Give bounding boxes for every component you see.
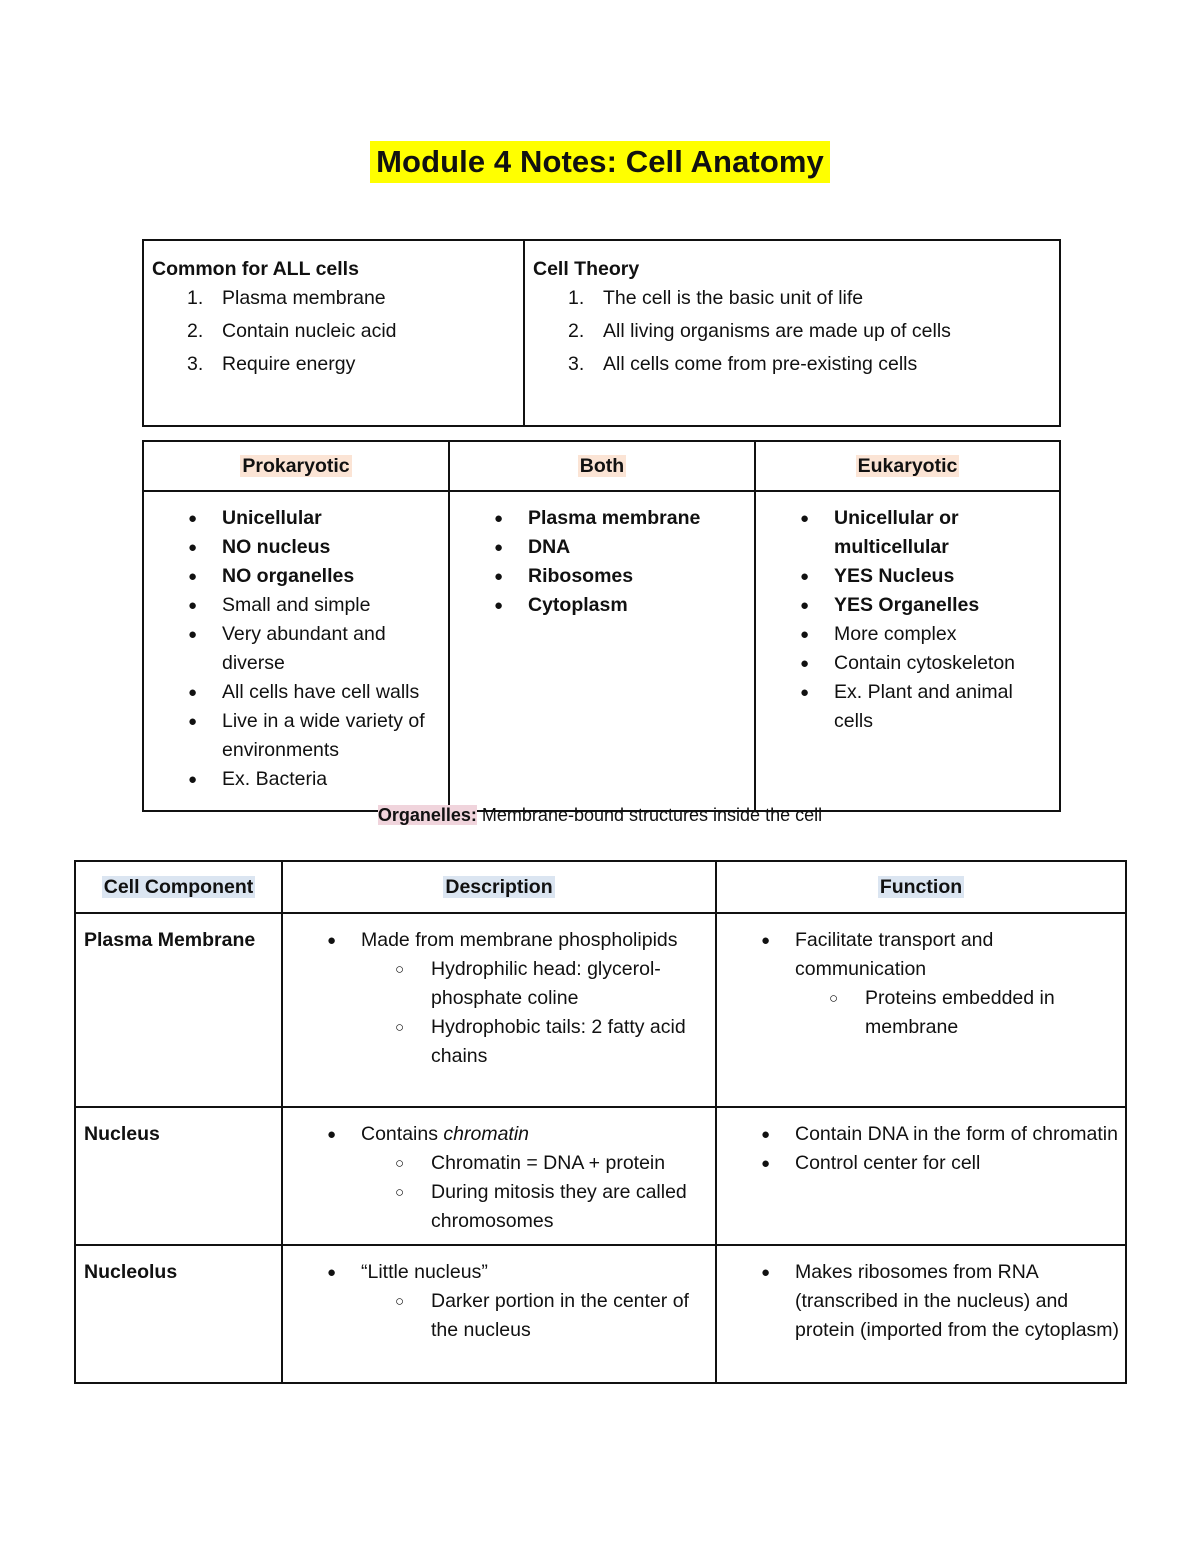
list-item: ● Very abundant and diverse: [152, 620, 444, 678]
table-row: [75, 1245, 1126, 1383]
list-item: ● Live in a wide variety of environments: [152, 707, 444, 765]
sub-item: ○ Proteins embedded in membrane: [795, 984, 1121, 1042]
prokaryotic-cell: [143, 491, 449, 811]
caption-label: Organelles:: [377, 805, 477, 825]
theory-heading: Cell Theory: [533, 258, 640, 280]
table-row: [75, 1107, 1126, 1245]
list-item: 1. Plasma membrane: [187, 287, 386, 309]
theory-list: [533, 284, 1059, 379]
list-item: ● Plasma membrane: [458, 504, 750, 533]
list-item: 3. All cells come from pre-existing cells: [568, 353, 918, 375]
list-item: 3. Require energy: [187, 353, 356, 375]
list-item: ● Contain cytoskeleton: [764, 649, 1055, 678]
list-item: 2. Contain nucleic acid: [187, 320, 397, 342]
both-cell: [449, 491, 755, 811]
list-item: ● Ex. Bacteria: [152, 765, 444, 794]
header-eukaryotic: Eukaryotic: [755, 441, 1060, 491]
list-item: ● Cytoplasm: [458, 591, 750, 620]
header-both: Both: [449, 441, 755, 491]
function-cell: [716, 913, 1126, 1107]
list-item: ● NO organelles: [152, 562, 444, 591]
description-cell: [282, 1245, 716, 1383]
common-heading: Common for ALL cells: [152, 258, 359, 280]
components-table: [74, 860, 1127, 1384]
header-prokaryotic: Prokaryotic: [143, 441, 449, 491]
common-cell: [143, 240, 524, 426]
list-item: ● Unicellular: [152, 504, 444, 533]
list-item: ● More complex: [764, 620, 1055, 649]
caption-text: Membrane-bound structures inside the cell: [476, 805, 823, 825]
list-item: ● Small and simple: [152, 591, 444, 620]
description-cell: [282, 1107, 716, 1245]
function-cell: [716, 1107, 1126, 1245]
list-item: ● Unicellular or multicellular: [764, 504, 1055, 562]
list-item: ● All cells have cell walls: [152, 678, 444, 707]
list-item: 1. The cell is the basic unit of life: [568, 287, 864, 309]
description-cell: [282, 913, 716, 1107]
list-item: ● Ex. Plant and animal cells: [764, 678, 1055, 736]
list-item: ● Control center for cell: [725, 1149, 1121, 1178]
list-item: ● DNA: [458, 533, 750, 562]
sub-item: ○ During mitosis they are called chromosomes: [361, 1178, 711, 1236]
component-name: Nucleolus: [75, 1245, 282, 1383]
theory-cell: [524, 240, 1060, 426]
eukaryotic-cell: [755, 491, 1060, 811]
sub-item: ○ Darker portion in the center of the nucleus: [361, 1287, 711, 1345]
list-item: ● YES Nucleus: [764, 562, 1055, 591]
comparison-table: [142, 440, 1061, 812]
list-item: ● Made from membrane phospholipids ○ Hydrophilic head: glycerol-phosphate coline ○ Hydrophobic tails: 2 fatty acid chains: [291, 926, 711, 1071]
header-component: Cell Component: [75, 861, 282, 913]
list-item: ● Makes ribosomes from RNA (transcribed in the nucleus) and protein (imported from the cytoplasm): [725, 1258, 1121, 1345]
page-title: Module 4 Notes: Cell Anatomy: [370, 141, 830, 183]
table-row: [75, 913, 1126, 1107]
overview-table: [142, 239, 1061, 427]
list-item: ● YES Organelles: [764, 591, 1055, 620]
header-description: Description: [282, 861, 716, 913]
sub-item: ○ Hydrophobic tails: 2 fatty acid chains: [361, 1013, 711, 1071]
sub-item: ○ Chromatin = DNA + protein: [361, 1149, 711, 1178]
component-name: Plasma Membrane: [75, 913, 282, 1107]
component-name: Nucleus: [75, 1107, 282, 1245]
organelles-caption: [0, 805, 1200, 826]
list-item: ● NO nucleus: [152, 533, 444, 562]
list-item: ● Contains chromatin ○ Chromatin = DNA + protein ○ During mitosis they are called chromosomes: [291, 1120, 711, 1236]
list-item: ● Contain DNA in the form of chromatin: [725, 1120, 1121, 1149]
list-item: 2. All living organisms are made up of cells: [568, 320, 951, 342]
list-item: ● Facilitate transport and communication ○ Proteins embedded in membrane: [725, 926, 1121, 1042]
list-item: ● “Little nucleus” ○ Darker portion in the center of the nucleus: [291, 1258, 711, 1345]
function-cell: [716, 1245, 1126, 1383]
sub-item: ○ Hydrophilic head: glycerol-phosphate coline: [361, 955, 711, 1013]
common-list: [152, 284, 523, 379]
header-function: Function: [716, 861, 1126, 913]
list-item: ● Ribosomes: [458, 562, 750, 591]
